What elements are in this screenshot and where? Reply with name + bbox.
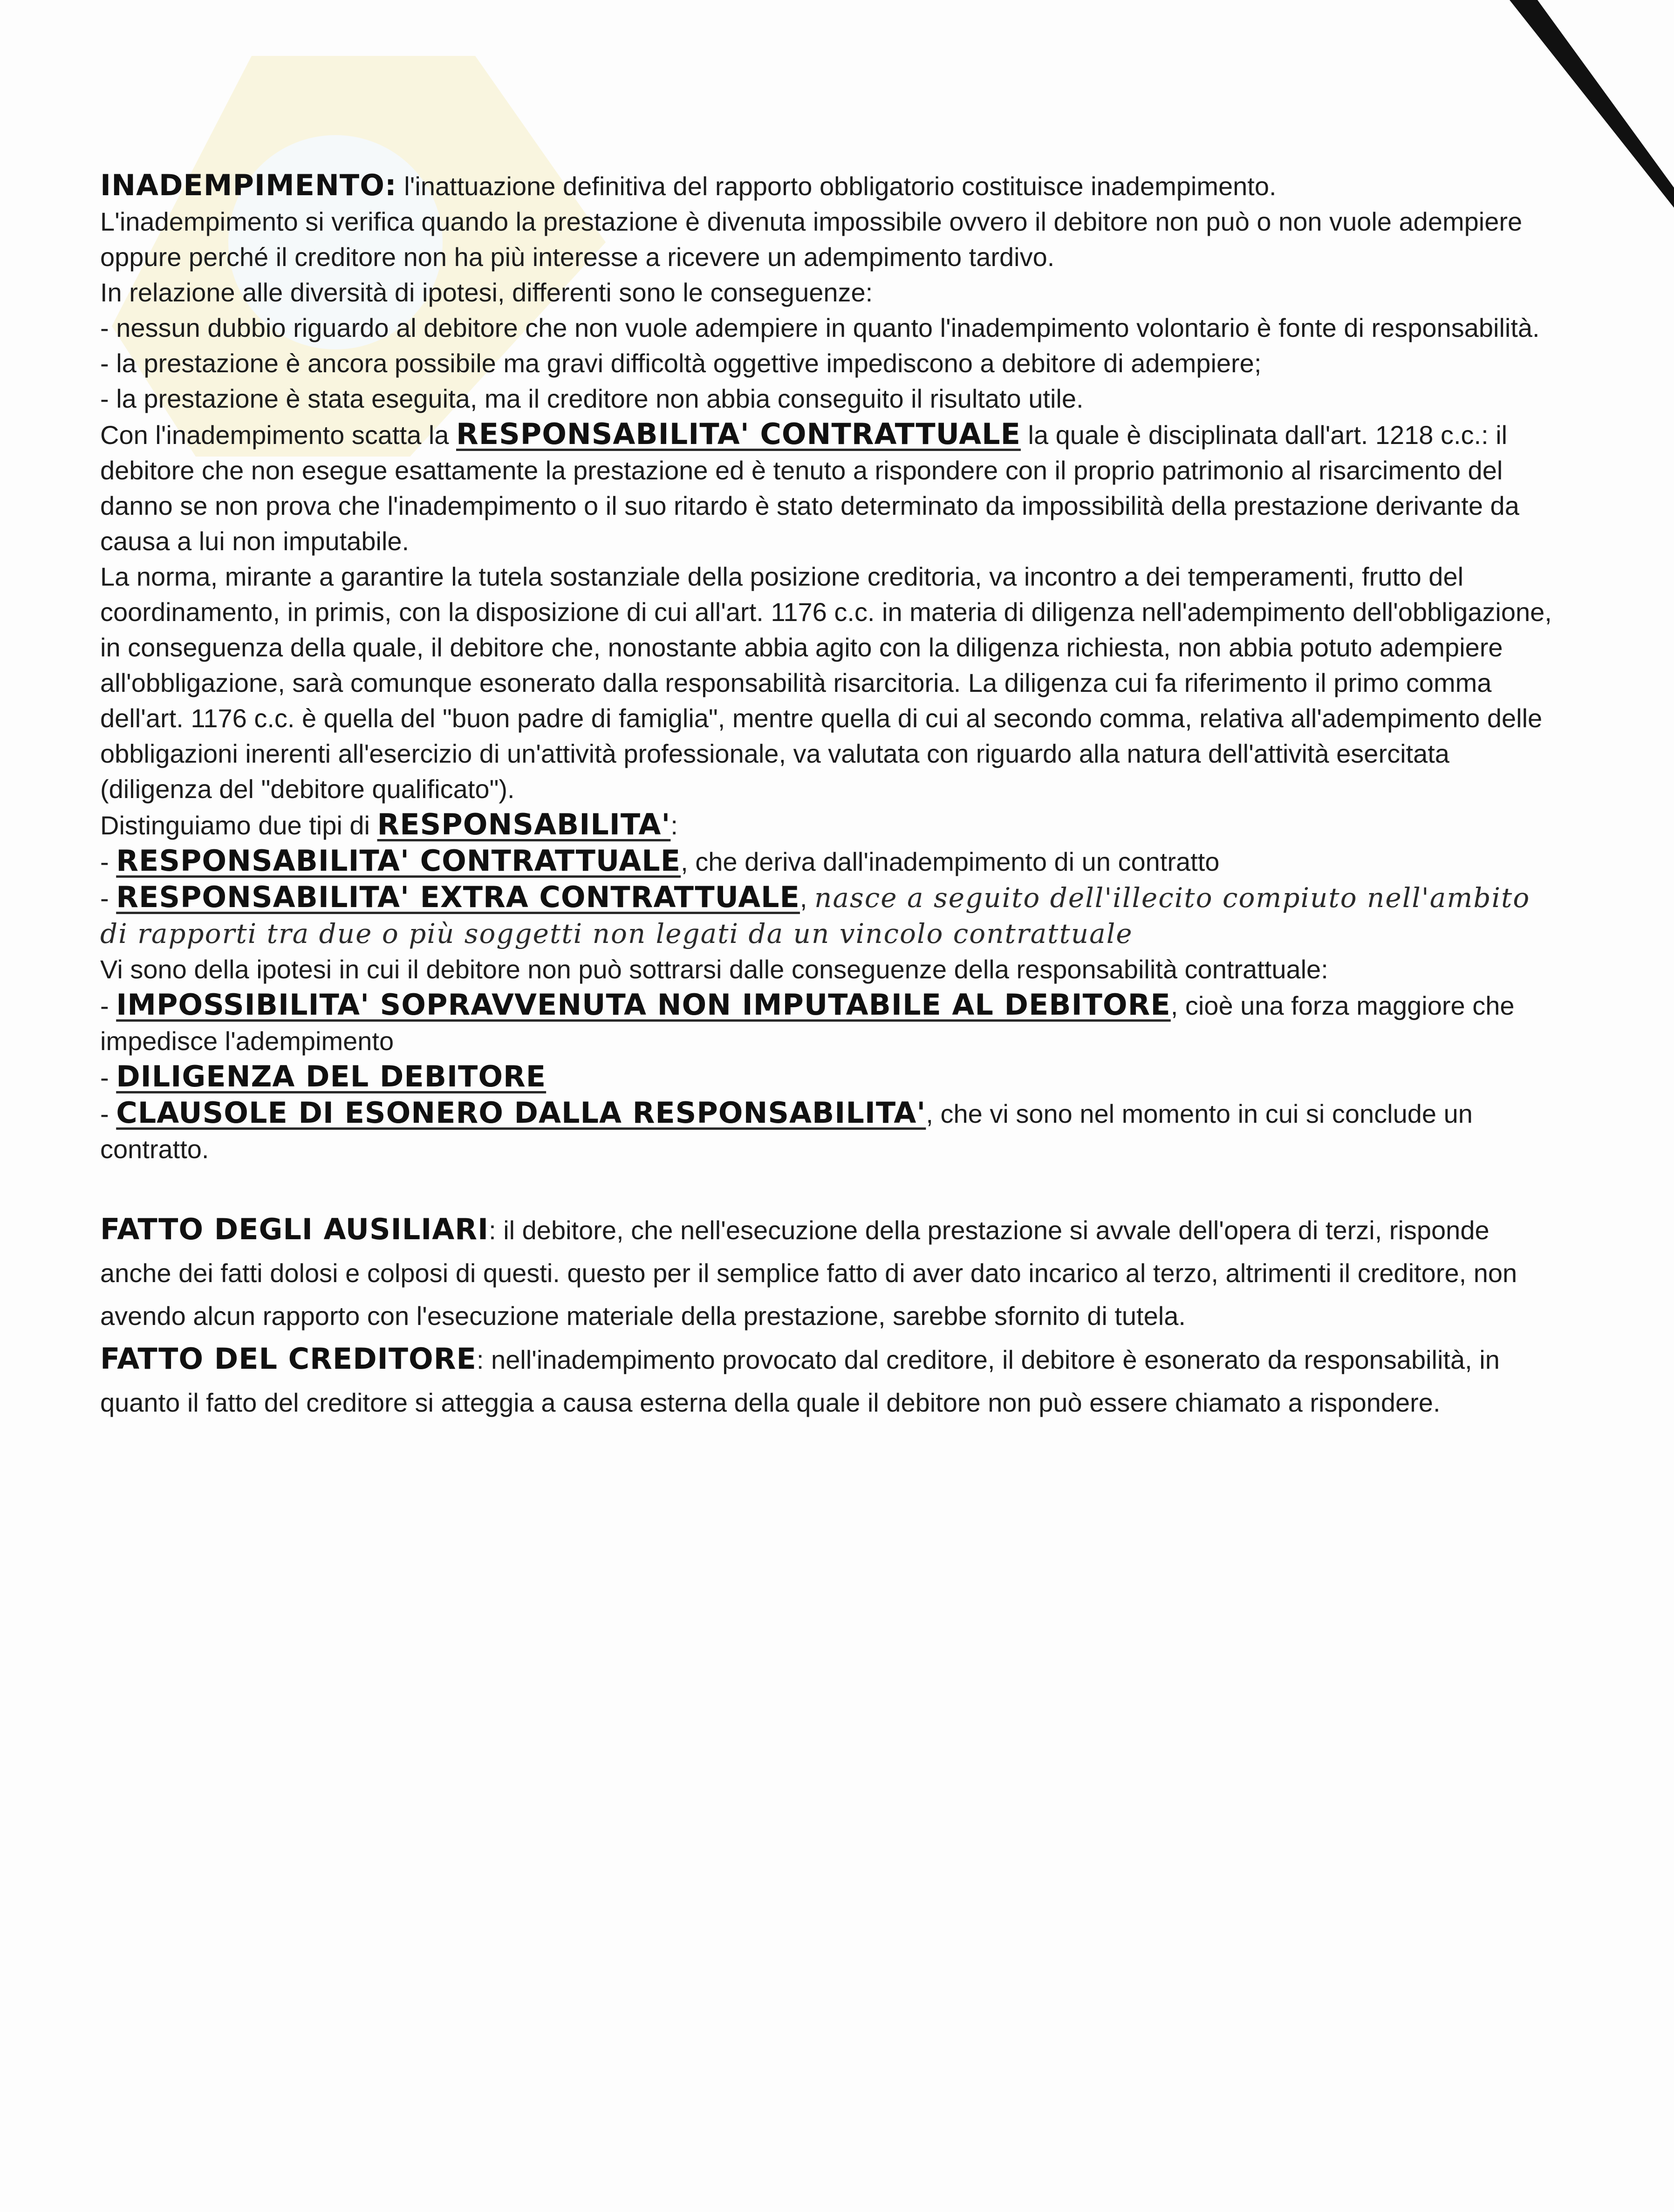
creditor-paragraph	[100, 1338, 1558, 1424]
inadempimento-definition: l'inattuazione definitiva del rapporto obbligatorio costituisce inadempimento.	[404, 171, 1277, 201]
extra-contractual-keyword: RESPONSABILITA' EXTRA CONTRATTUALE	[116, 880, 800, 914]
auxiliaries-paragraph	[100, 1208, 1558, 1338]
dash: -	[100, 1063, 116, 1092]
norm-paragraph: La norma, mirante a garantire la tutela sostanziale della posizione creditoria, va incontro a dei temperamenti, frutto del coordinamento, in primis, con la disposizione di cui all'art. 1176 c.c. in materia di diligenza nell'adempimento dell'obbligazione, in conseguenza della quale, il debitore che, nonostante abbia agito con la diligenza richiesta, non abbia potuto adempiere all'obbligazione, sarà comunque esonerato dalla responsabilità risarcitoria. La diligenza cui fa riferimento il primo comma dell'art. 1176 c.c. è quella del "buon padre di famiglia", mentre quella di cui al secondo comma, relativa all'adempimento delle obbligazioni inerenti all'esercizio di un'attività professionale, va valutata con riguardo alla natura dell'attività esercitata (diligenza del "debitore qualificato").	[100, 562, 1552, 804]
contract-liability-paragraph	[100, 416, 1558, 559]
creditor-keyword: FATTO DEL CREDITORE	[100, 1342, 477, 1376]
exemptions-intro: Vi sono della ipotesi in cui il debitore non può sottrarsi dalle conseguenze della responsabilità contrattuale:	[100, 955, 1328, 984]
auxiliaries-creditor-section	[100, 1208, 1558, 1424]
creditor-text: : nell'inadempimento provocato dal creditore, il debitore è esonerato da responsabilità, in quanto il fatto del creditore si atteggia a causa esterna della quale il debitore non può essere chiamato a rispondere.	[100, 1345, 1500, 1417]
dash: -	[100, 883, 116, 913]
impossibility-text: , cioè una forza maggiore che impedisce l'adempimento	[100, 991, 1515, 1056]
contract-liability-text: la quale è disciplinata dall'art. 1218 c.c.: il debitore che non esegue esattamente la prestazione ed è tenuto a rispondere con il proprio patrimonio al risarcimento del danno se non prova che l'inadempimento o il suo ritardo è stato determinato da impossibilità della prestazione derivante da causa a lui non imputabile.	[100, 420, 1519, 556]
clauses-text: , che vi sono nel momento in cui si conclude un contratto.	[100, 1099, 1473, 1164]
exemption-diligence	[100, 1059, 1558, 1095]
document-body	[100, 168, 1558, 1424]
liability-types-colon: :	[670, 811, 678, 840]
clauses-keyword: CLAUSOLE DI ESONERO DALLA RESPONSABILITA'	[116, 1096, 926, 1130]
separator: ,	[799, 883, 815, 913]
liability-type-extra-contractual	[100, 880, 1558, 952]
impossibility-keyword: IMPOSSIBILITA' SOPRAVVENUTA NON IMPUTABILE AL DEBITORE	[116, 988, 1171, 1022]
exemption-clauses	[100, 1095, 1558, 1167]
bullet-useless-result: - la prestazione è stata eseguita, ma il creditore non abbia conseguito il risultato utile.	[100, 384, 1084, 413]
contract-liability-lead: Con l'inadempimento scatta la	[100, 420, 449, 450]
inadempimento-cases: L'inadempimento si verifica quando la prestazione è divenuta impossibile ovvero il debitore non può o non vuole adempiere oppure perché il creditore non ha più interesse a ricevere un adempimento tardivo.	[100, 207, 1523, 272]
contractual-keyword: RESPONSABILITA' CONTRATTUALE	[116, 844, 681, 878]
liability-types-keyword: RESPONSABILITA'	[377, 807, 671, 841]
liability-types-lead: Distinguiamo due tipi di	[100, 811, 370, 840]
contract-liability-keyword: RESPONSABILITA' CONTRATTUALE	[456, 417, 1021, 451]
auxiliaries-text: : il debitore, che nell'esecuzione della prestazione si avvale dell'opera di terzi, risponde anche dei fatti dolosi e colposi di questi. questo per il semplice fatto di aver dato incarico al terzo, altrimenti il creditore, non avendo alcun rapporto con l'esecuzione materiale della prestazione, sarebbe sfornito di tutela.	[100, 1215, 1517, 1331]
bullet-objective-difficulty: - la prestazione è ancora possibile ma gravi difficoltà oggettive impediscono a debitore di adempiere;	[100, 348, 1262, 378]
exemption-impossibility	[100, 987, 1558, 1059]
bullet-unwilling-debtor: - nessun dubbio riguardo al debitore che non vuole adempiere in quanto l'inadempimento volontario è fonte di responsabilità.	[100, 313, 1540, 342]
consequences-intro: In relazione alle diversità di ipotesi, differenti sono le conseguenze:	[100, 278, 873, 307]
dash: -	[100, 847, 116, 876]
section-gap	[100, 1167, 1558, 1208]
auxiliaries-keyword: FATTO DEGLI AUSILIARI	[100, 1212, 489, 1246]
liability-types-intro	[100, 807, 1558, 843]
inadempimento-heading: INADEMPIMENTO:	[100, 168, 397, 202]
intro-paragraph	[100, 168, 1558, 204]
dash: -	[100, 991, 116, 1020]
contractual-text: , che deriva dall'inadempimento di un contratto	[681, 847, 1220, 876]
diligence-keyword: DILIGENZA DEL DEBITORE	[116, 1059, 547, 1093]
liability-type-contractual	[100, 843, 1558, 880]
handwritten-note: nasce a seguito dell'illecito compiuto nell'ambito di rapporti tra due o più soggetti non legati da un vincolo contrattuale	[100, 882, 1531, 949]
dash: -	[100, 1099, 116, 1128]
